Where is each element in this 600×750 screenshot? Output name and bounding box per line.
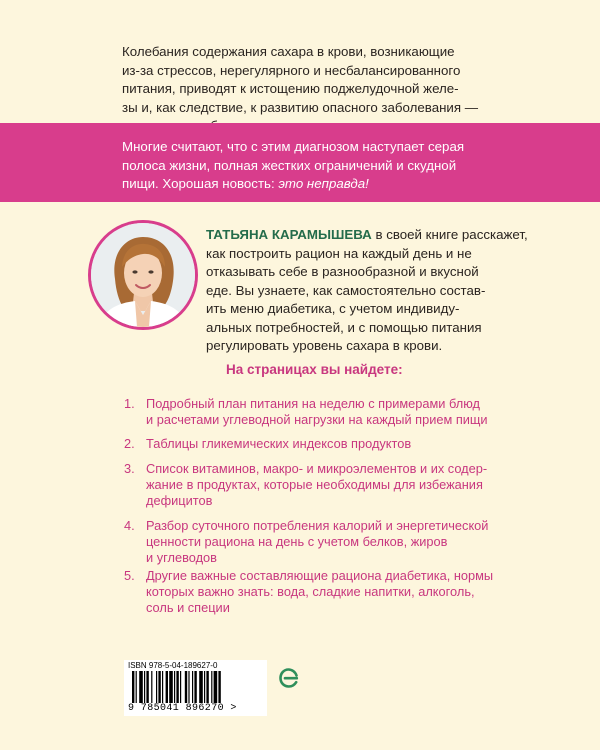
list-item-line: Подробный план питания на неделю с примерами блюд <box>146 396 481 411</box>
author-photo <box>91 223 195 327</box>
barcode-bar <box>158 671 160 703</box>
barcode-bar <box>151 671 152 703</box>
author-line <box>206 226 528 245</box>
intro-paragraph <box>122 43 494 136</box>
barcode-bar <box>162 671 163 703</box>
highlight-banner <box>0 123 600 202</box>
banner-line: Многие считают, что с этим диагнозом наступает серая <box>122 139 465 154</box>
author-line: отказывать себе в разнообразной и вкусной <box>206 264 479 279</box>
banner-line: полоса жизни, полная жестких ограничений и скудной <box>122 157 457 173</box>
barcode-bar <box>199 671 203 703</box>
list-item-line: дефицитов <box>146 493 213 508</box>
barcode-icon <box>132 671 259 703</box>
list-heading: На страницах вы найдете: <box>226 362 403 377</box>
barcode-bar <box>194 671 196 703</box>
list-item-line: Список витаминов, макро- и микроэлементов и их содер- <box>146 461 488 476</box>
author-name: ТАТЬЯНА КАРАМЫШЕВА <box>206 227 372 242</box>
author-line: альных потребностей, и с помощью питания <box>206 319 482 335</box>
barcode-bar <box>211 671 212 703</box>
barcode-bar <box>174 671 175 703</box>
list-item-line: Разбор суточного потребления калорий и энергетической <box>146 518 489 533</box>
author-line: еде. Вы узнаете, как самостоятельно состав- <box>206 282 486 298</box>
author-line: ить меню диабетика, с учетом индивиду- <box>206 301 460 316</box>
author-line: регулировать уровень сахара в крови. <box>206 338 443 353</box>
publisher-logo-icon <box>277 666 301 690</box>
list-item-line: жание в продуктах, которые необходимы для избежания <box>146 477 483 492</box>
list-item-line: Другие важные составляющие рациона диабетика, нормы <box>146 568 494 583</box>
intro-line: Колебания содержания сахара в крови, возникающие <box>122 44 455 59</box>
barcode-bar <box>188 671 189 703</box>
barcode-bar <box>144 671 145 703</box>
barcode-bar <box>166 671 168 703</box>
banner-last-prefix: пищи. Хорошая новость: <box>122 176 279 191</box>
list-item-text <box>146 518 488 566</box>
barcode-bar <box>218 671 220 703</box>
list-item-number: 4. <box>124 518 135 533</box>
intro-line: питания, приводят к истощению поджелудочной желе- <box>122 81 459 96</box>
list-item-text <box>146 461 487 509</box>
barcode-area <box>124 660 267 716</box>
list-item-number: 3. <box>124 461 135 476</box>
barcode-bar <box>169 671 173 703</box>
barcode-bar <box>204 671 205 703</box>
list-item-text <box>146 568 493 616</box>
barcode-bar <box>176 671 178 703</box>
barcode-digits: 9 785041 896270 > <box>128 703 237 714</box>
barcode-bar <box>192 671 193 703</box>
list-item-text <box>146 436 411 452</box>
list-item-line: и углеводов <box>146 550 217 565</box>
list-item-number: 5. <box>124 568 135 583</box>
isbn-label: ISBN 978-5-04-189627-0 <box>128 661 218 670</box>
intro-line: из-за стрессов, нерегулярного и несбалансированного <box>122 62 461 78</box>
barcode-bar <box>156 671 157 703</box>
banner-emphasis: это неправда! <box>278 176 369 191</box>
list-item-line: которых важно знать: вода, сладкие напитки, алкоголь, <box>146 584 475 599</box>
banner-text <box>122 138 502 194</box>
author-paragraph <box>206 226 528 356</box>
barcode-bar <box>180 671 181 703</box>
barcode-bar <box>132 671 134 703</box>
author-line: как построить рацион на каждый день и не <box>206 245 472 261</box>
barcode-bar <box>146 671 148 703</box>
author-photo-frame <box>88 220 198 330</box>
list-item-line: Таблицы гликемических индексов продуктов <box>146 436 412 451</box>
intro-line: зы и, как следствие, к развитию опасного заболевания — <box>122 99 479 115</box>
list-item-line: и расчетами углеводной нагрузки на каждый прием пищи <box>146 412 488 427</box>
list-item-number: 2. <box>124 436 135 451</box>
list-item-number: 1. <box>124 396 135 411</box>
banner-line <box>122 175 502 194</box>
barcode-bar <box>185 671 187 703</box>
list-item-text <box>146 396 488 428</box>
barcode-bar <box>136 671 137 703</box>
list-item-line: ценности рациона на день с учетом белков, жиров <box>146 534 448 549</box>
list-item-line: соль и специи <box>146 600 230 615</box>
author-first-line-rest: в своей книге расскажет, <box>371 227 528 242</box>
barcode-bar <box>139 671 143 703</box>
barcode-bar <box>214 671 218 703</box>
barcode-bar <box>206 671 208 703</box>
author-portrait-illustration <box>91 223 195 327</box>
